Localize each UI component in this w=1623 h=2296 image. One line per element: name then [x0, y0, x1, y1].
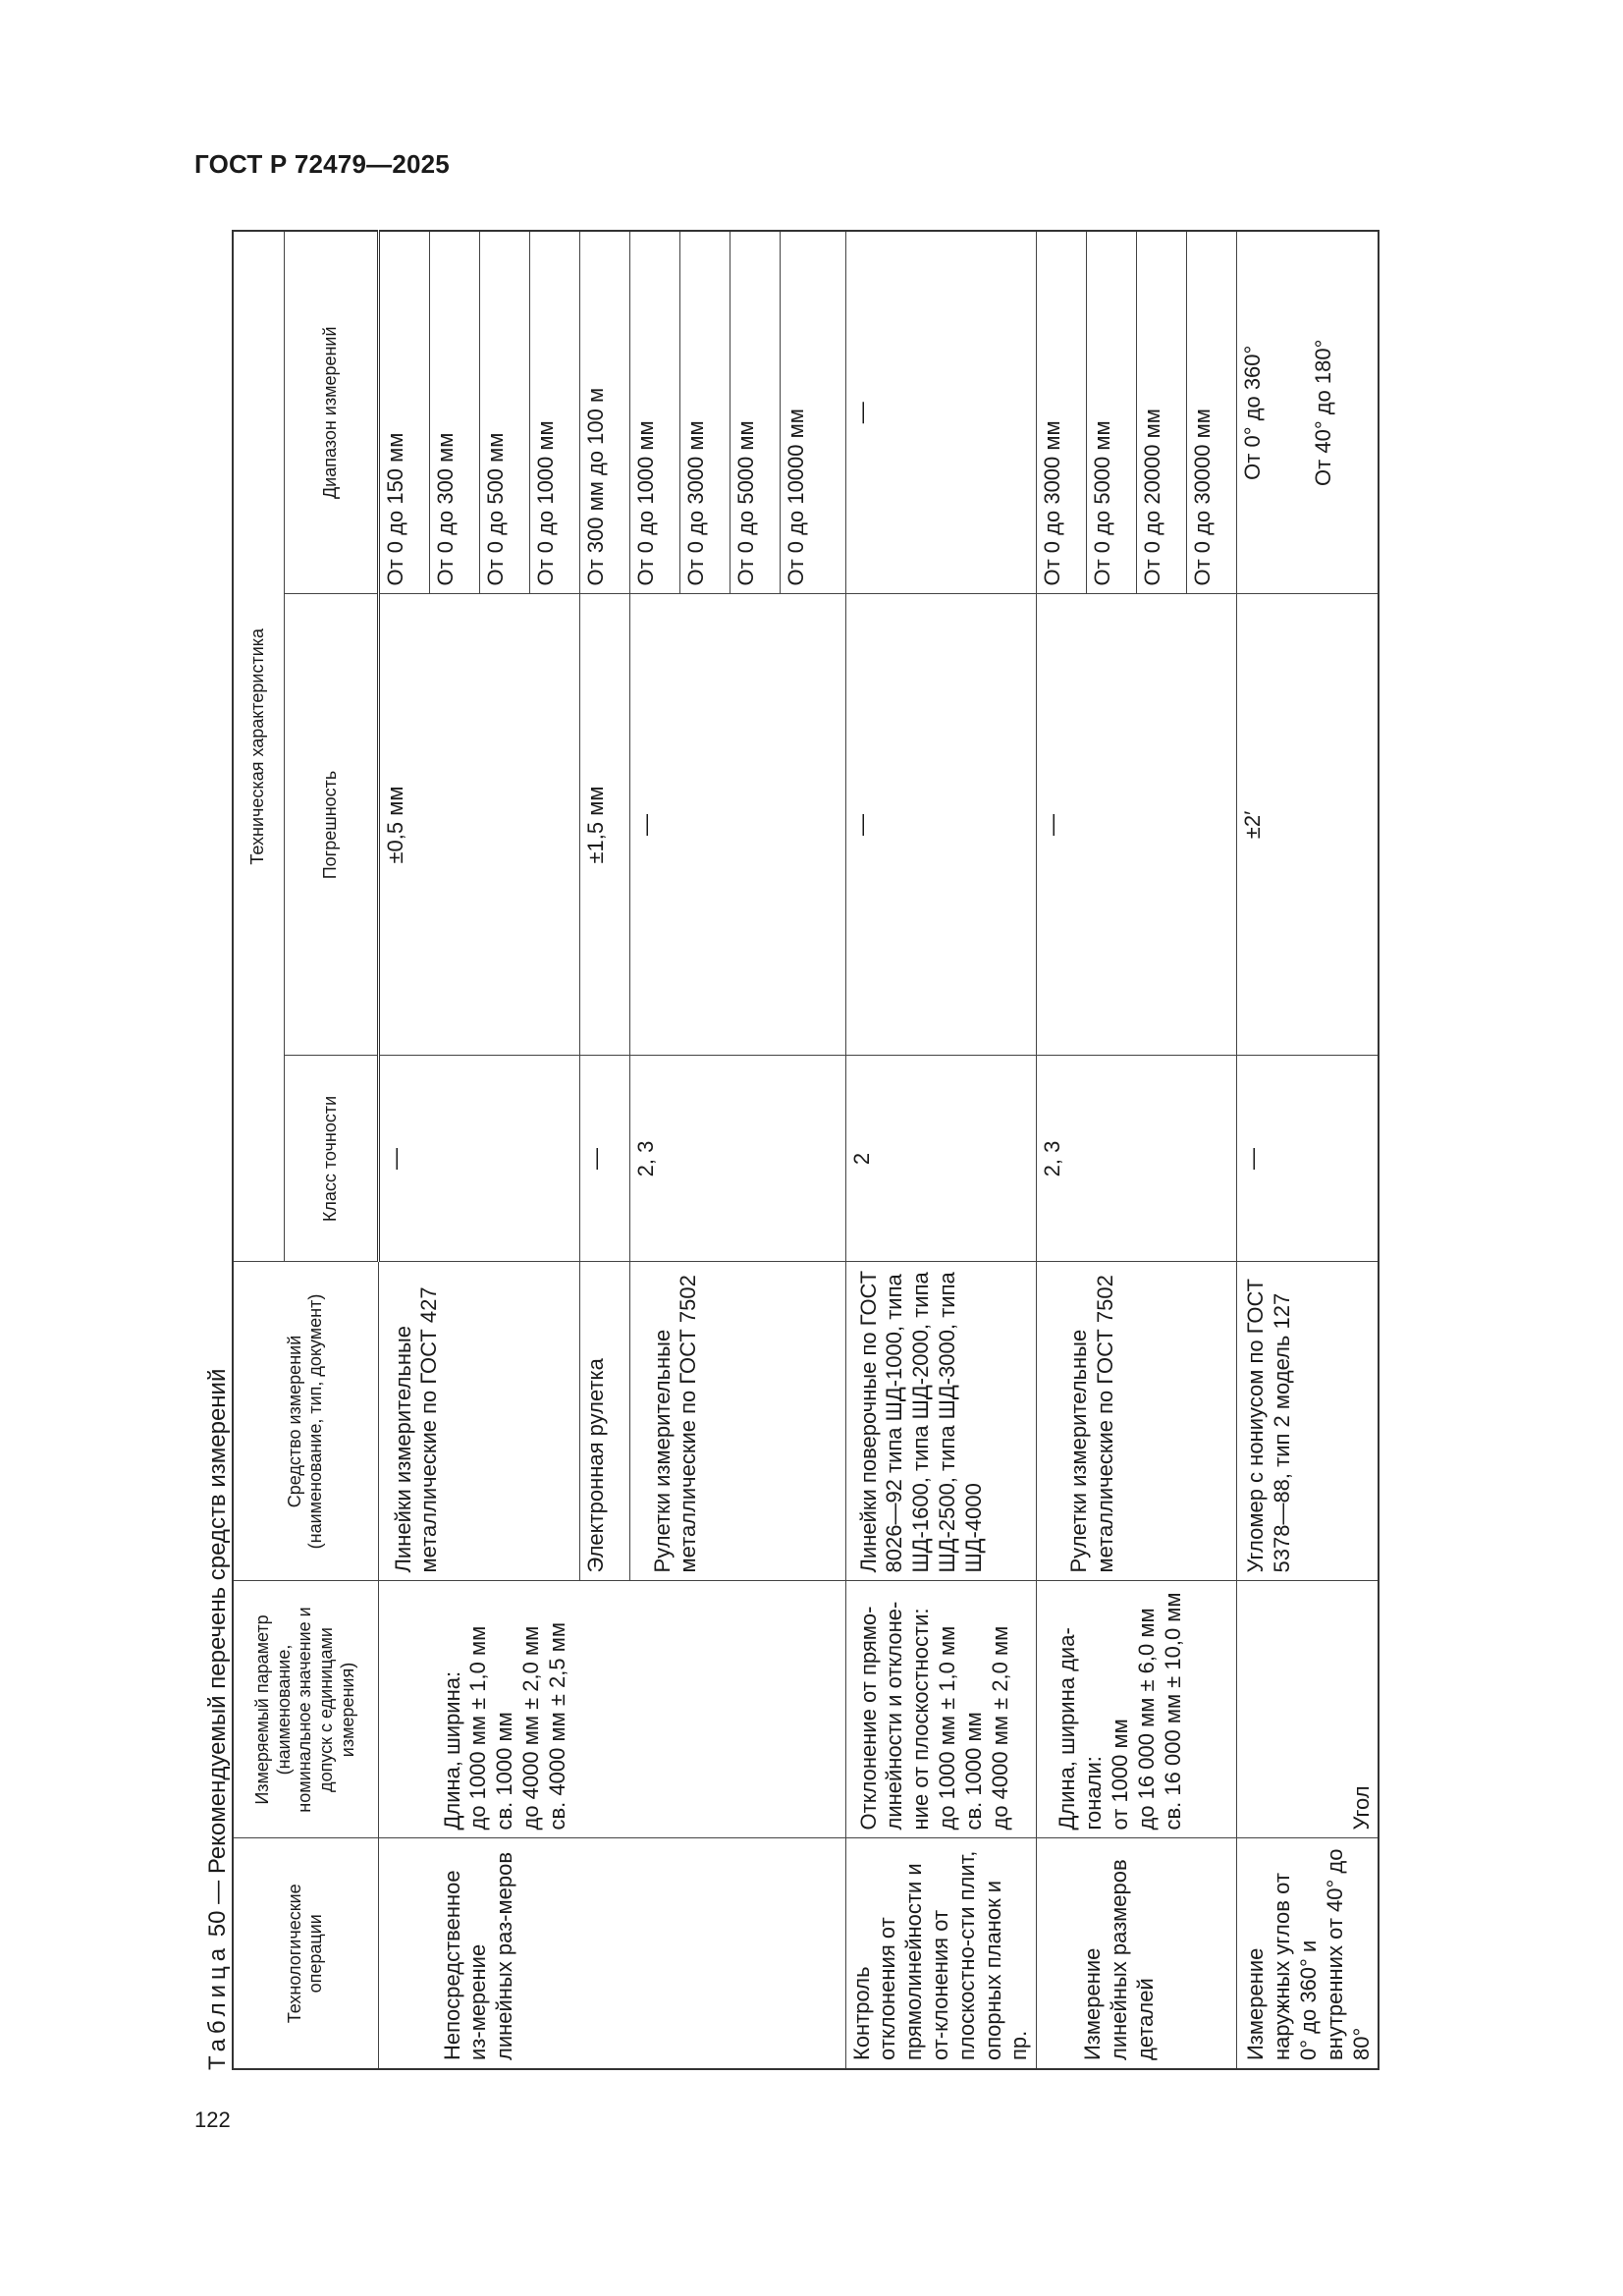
parameter-line: св. 4000 мм ± 2,5 мм	[544, 1622, 569, 1831]
error-cell: —	[845, 594, 1037, 1056]
range-cell: От 0 до 5000 мм	[1087, 231, 1137, 594]
parameter-line: до 1000 мм ± 1,0 мм	[934, 1625, 959, 1831]
parameter-line: линейности и отклоне-	[882, 1601, 907, 1831]
table-caption-text: — Рекомендуемый перечень средств измерений	[204, 1368, 231, 1904]
error-cell: ±1,5 мм	[579, 594, 629, 1056]
instrument-cell: Линейки измерительные металлические по ГОСТ 427	[378, 1262, 579, 1581]
accuracy-class-cell: —	[579, 1056, 629, 1262]
accuracy-class-cell: —	[378, 1056, 579, 1262]
header-operation: Технологические операции	[233, 1838, 378, 2069]
header-range: Диапазон измерений	[284, 231, 378, 594]
error-cell: ±2′	[1237, 594, 1380, 1056]
range-cell: От 0 до 1000 мм	[529, 231, 579, 594]
parameter-line: ние от плоскостности:	[908, 1608, 934, 1831]
accuracy-class-cell: 2, 3	[1037, 1056, 1237, 1262]
table-caption-number: 50	[204, 1910, 231, 1938]
parameter-cell	[1237, 1581, 1380, 1838]
accuracy-class-cell: 2	[845, 1056, 1037, 1262]
range-cell: От 0 до 30000 мм	[1187, 231, 1237, 594]
range-cell: От 0 до 20000 мм	[1137, 231, 1187, 594]
parameter-cell	[378, 1581, 845, 1838]
range-cell: От 0 до 500 мм	[479, 231, 529, 594]
parameter-line: до 4000 мм ± 2,0 мм	[987, 1625, 1012, 1831]
parameter-line: Угол	[1348, 1785, 1374, 1831]
parameter-line: св. 1000 мм	[492, 1712, 517, 1831]
table-caption-label: Таблица	[204, 1942, 231, 2070]
header-tech-characteristic: Техническая характеристика	[233, 231, 284, 1262]
range-cell: —	[845, 231, 1037, 594]
range-cell: От 0 до 3000 мм	[679, 231, 730, 594]
error-cell: —	[1037, 594, 1237, 1056]
accuracy-class-cell: —	[1237, 1056, 1380, 1262]
range-cell: От 0 до 5000 мм	[730, 231, 780, 594]
header-instrument: Средство измерений (наименование, тип, документ)	[233, 1262, 378, 1581]
header-accuracy-class: Класс точности	[284, 1056, 378, 1262]
parameter-line: до 4000 мм ± 2,0 мм	[517, 1625, 543, 1831]
instrument-cell: Рулетки измерительные металлические по ГОСТ 7502	[1037, 1262, 1237, 1581]
operation-cell: Измерение наружных углов от 0° до 360° и внутренних от 40° до 80°	[1237, 1838, 1380, 2069]
document-header: ГОСТ Р 72479—2025	[194, 149, 450, 179]
operation-cell: Непосредственное из-мерение линейных раз-меров	[378, 1838, 845, 2069]
instrument-cell: Угломер с нониусом по ГОСТ 5378—88, тип 2 модель 127	[1237, 1262, 1380, 1581]
error-cell: ±0,5 мм	[378, 594, 579, 1056]
range-cell: От 300 мм до 100 м	[579, 231, 629, 594]
parameter-line: гонали:	[1081, 1756, 1107, 1831]
range-cell: От 0 до 150 мм	[378, 231, 429, 594]
parameter-line: св. 16 000 мм ± 10,0 мм	[1160, 1592, 1185, 1831]
parameter-line: Длина, ширина диа-	[1055, 1627, 1080, 1831]
header-parameter: Измеряемый параметр (наименование, номинальное значение и допуск с единицами измерения)	[233, 1581, 378, 1838]
range-cell: От 0 до 1000 мм	[629, 231, 679, 594]
parameter-line: до 16 000 мм ± 6,0 мм	[1133, 1608, 1159, 1831]
error-cell: —	[629, 594, 845, 1056]
page-number: 122	[194, 2107, 231, 2132]
instrument-cell: Линейки поверочные по ГОСТ 8026—92 типа ШД-1000, типа ШД-1600, типа ШД-2000, типа ШД-2500, типа ШД-3000, типа ШД-4000	[845, 1262, 1037, 1581]
parameter-line: от 1000 мм	[1107, 1719, 1132, 1831]
range-cell: От 0° до 360°	[1237, 231, 1308, 594]
header-error: Погрешность	[284, 594, 378, 1056]
rotated-table-area	[194, 232, 1374, 2088]
parameter-cell	[845, 1581, 1037, 1838]
range-cell: От 0 до 3000 мм	[1037, 231, 1087, 594]
range-cell: От 40° до 180°	[1308, 231, 1380, 594]
instruments-table	[232, 230, 1380, 2070]
parameter-line: до 1000 мм ± 1,0 мм	[465, 1625, 491, 1831]
operation-cell: Измерение линейных размеров деталей	[1037, 1838, 1237, 2069]
instrument-cell: Рулетки измерительные металлические по ГОСТ 7502	[629, 1262, 845, 1581]
range-cell: От 0 до 10000 мм	[780, 231, 845, 594]
operation-cell: Контроль отклонения от прямолинейности и от-клонения от плоскостно-сти плит, опорных планок и пр.	[845, 1838, 1037, 2069]
parameter-line: Отклонение от прямо-	[855, 1606, 881, 1831]
parameter-cell	[1037, 1581, 1237, 1838]
parameter-line: Длина, ширина:	[439, 1670, 464, 1831]
accuracy-class-cell: 2, 3	[629, 1056, 845, 1262]
range-cell: От 0 до 300 мм	[429, 231, 479, 594]
table-caption	[204, 1369, 232, 2070]
parameter-line: св. 1000 мм	[960, 1712, 986, 1831]
instrument-cell: Электронная рулетка	[579, 1262, 629, 1581]
